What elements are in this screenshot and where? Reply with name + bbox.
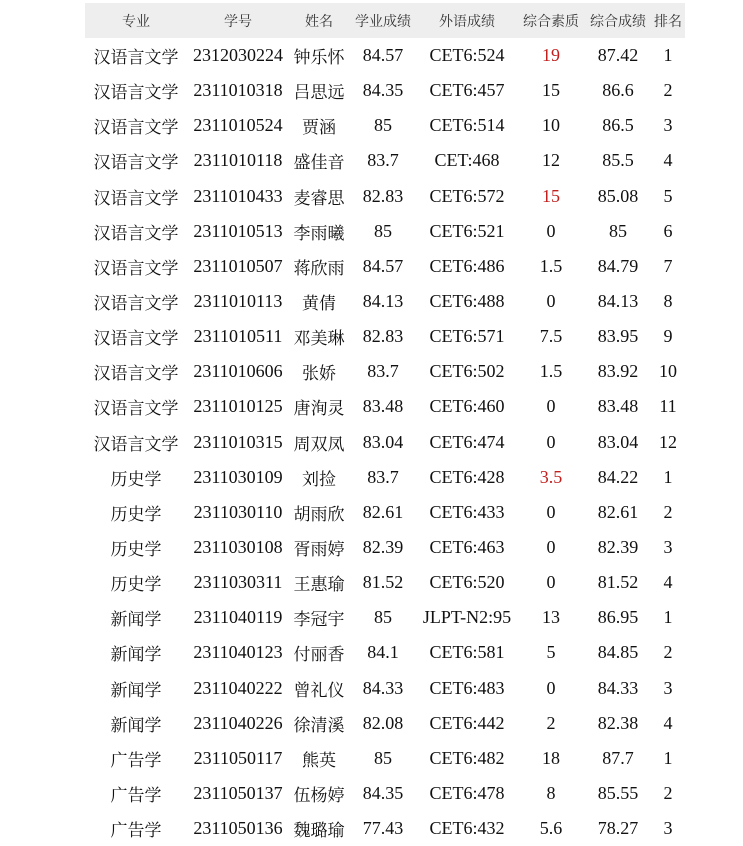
cell-student-id: 2311050136 xyxy=(193,818,283,839)
cell-name: 付丽香 xyxy=(293,645,345,666)
cell-quality-score: 0 xyxy=(546,396,556,417)
cell-major: 汉语言文学 xyxy=(93,329,179,350)
cell-language-score: CET6:483 xyxy=(429,677,505,698)
cell-quality-score: 18 xyxy=(542,747,560,768)
cell-academic-score: 83.04 xyxy=(362,431,404,452)
cell-rank: 11 xyxy=(659,396,677,417)
cell-student-id: 2311040123 xyxy=(193,642,283,663)
cell-language-score: CET6:572 xyxy=(429,185,505,206)
cell-academic-score: 85 xyxy=(374,115,392,136)
cell-academic-score: 84.13 xyxy=(362,291,404,312)
cell-major: 新闻学 xyxy=(110,610,162,631)
cell-total-score: 82.38 xyxy=(597,712,639,733)
header-total-score: 综合成绩 xyxy=(590,13,646,30)
cell-language-score: CET:468 xyxy=(434,150,500,171)
cell-rank: 6 xyxy=(663,220,673,241)
cell-rank: 2 xyxy=(663,501,673,522)
cell-major: 广告学 xyxy=(110,750,162,771)
cell-academic-score: 85 xyxy=(374,220,392,241)
cell-quality-score: 8 xyxy=(546,783,556,804)
cell-major: 汉语言文学 xyxy=(93,188,179,209)
cell-student-id: 2311030109 xyxy=(193,466,283,487)
cell-language-score: CET6:521 xyxy=(429,220,505,241)
cell-academic-score: 85 xyxy=(374,607,392,628)
cell-rank: 4 xyxy=(663,572,673,593)
cell-total-score: 83.92 xyxy=(597,361,639,382)
cell-rank: 3 xyxy=(663,818,673,839)
table-row xyxy=(85,425,685,460)
cell-language-score: CET6:478 xyxy=(429,783,505,804)
table-row xyxy=(85,776,685,811)
cell-rank: 12 xyxy=(659,431,677,452)
cell-total-score: 84.79 xyxy=(597,255,639,276)
cell-major: 汉语言文学 xyxy=(93,48,179,69)
cell-major: 新闻学 xyxy=(110,645,162,666)
cell-rank: 1 xyxy=(663,747,673,768)
table-row xyxy=(85,179,685,214)
cell-total-score: 87.7 xyxy=(602,747,634,768)
cell-academic-score: 83.7 xyxy=(367,361,399,382)
cell-name: 唐洵灵 xyxy=(293,399,345,420)
cell-name: 黄倩 xyxy=(302,294,336,315)
cell-student-id: 2311010511 xyxy=(193,326,283,347)
cell-name: 伍杨婷 xyxy=(293,786,345,807)
cell-student-id: 2311030108 xyxy=(193,537,283,558)
cell-name: 胥雨婷 xyxy=(293,540,345,561)
table-row xyxy=(85,73,685,108)
cell-academic-score: 83.7 xyxy=(367,150,399,171)
cell-total-score: 87.42 xyxy=(597,45,639,66)
cell-language-score: CET6:442 xyxy=(429,712,505,733)
table-row xyxy=(85,671,685,706)
table-body xyxy=(85,38,685,846)
cell-academic-score: 83.7 xyxy=(367,466,399,487)
cell-rank: 2 xyxy=(663,642,673,663)
cell-major: 广告学 xyxy=(110,821,162,842)
cell-name: 张娇 xyxy=(302,364,336,385)
grades-table xyxy=(85,3,685,846)
cell-academic-score: 77.43 xyxy=(362,818,404,839)
cell-rank: 3 xyxy=(663,537,673,558)
cell-total-score: 85.55 xyxy=(597,783,639,804)
cell-student-id: 2311050117 xyxy=(193,747,283,768)
cell-major: 汉语言文学 xyxy=(93,399,179,420)
table-header xyxy=(85,3,685,38)
header-major: 专业 xyxy=(122,13,150,30)
cell-name: 邓美琳 xyxy=(293,329,345,350)
cell-student-id: 2311010606 xyxy=(193,361,283,382)
cell-student-id: 2311010513 xyxy=(193,220,283,241)
cell-total-score: 84.22 xyxy=(597,466,639,487)
cell-language-score: CET6:460 xyxy=(429,396,505,417)
table-row xyxy=(85,706,685,741)
header-student-id: 学号 xyxy=(224,13,252,30)
cell-student-id: 2311010125 xyxy=(193,396,283,417)
cell-quality-score: 1.5 xyxy=(539,255,563,276)
cell-language-score: CET6:474 xyxy=(429,431,505,452)
grades-sheet xyxy=(85,3,685,846)
table-row xyxy=(85,811,685,846)
cell-student-id: 2311040222 xyxy=(193,677,283,698)
cell-total-score: 82.61 xyxy=(597,501,639,522)
cell-rank: 4 xyxy=(663,150,673,171)
cell-rank: 3 xyxy=(663,115,673,136)
cell-rank: 1 xyxy=(663,466,673,487)
cell-total-score: 86.5 xyxy=(602,115,634,136)
cell-name: 李冠宇 xyxy=(293,610,345,631)
header-rank: 排名 xyxy=(654,13,682,30)
cell-student-id: 2311010318 xyxy=(193,80,283,101)
cell-language-score: CET6:514 xyxy=(429,115,505,136)
cell-rank: 3 xyxy=(663,677,673,698)
cell-student-id: 2311040119 xyxy=(193,607,283,628)
cell-quality-score: 0 xyxy=(546,501,556,522)
cell-name: 刘捡 xyxy=(302,469,336,490)
table-row xyxy=(85,600,685,635)
cell-rank: 8 xyxy=(663,291,673,312)
cell-major: 汉语言文学 xyxy=(93,434,179,455)
cell-student-id: 2311010524 xyxy=(193,115,283,136)
cell-academic-score: 82.83 xyxy=(362,185,404,206)
cell-quality-score: 3.5 xyxy=(539,466,563,487)
table-row xyxy=(85,635,685,670)
cell-total-score: 83.48 xyxy=(597,396,639,417)
cell-quality-score: 10 xyxy=(542,115,560,136)
cell-quality-score: 19 xyxy=(542,45,560,66)
cell-quality-score: 13 xyxy=(542,607,560,628)
table-row xyxy=(85,530,685,565)
cell-language-score: CET6:428 xyxy=(429,466,505,487)
cell-total-score: 85 xyxy=(609,220,627,241)
cell-major: 历史学 xyxy=(110,469,162,490)
header-quality-score: 综合素质 xyxy=(523,13,579,30)
cell-quality-score: 5 xyxy=(546,642,556,663)
cell-name: 钟乐怀 xyxy=(293,48,345,69)
cell-student-id: 2311010315 xyxy=(193,431,283,452)
cell-total-score: 85.08 xyxy=(597,185,639,206)
table-row xyxy=(85,284,685,319)
cell-rank: 4 xyxy=(663,712,673,733)
cell-academic-score: 84.57 xyxy=(362,255,404,276)
header-academic-score: 学业成绩 xyxy=(355,13,411,30)
table-row xyxy=(85,143,685,178)
cell-language-score: CET6:433 xyxy=(429,501,505,522)
cell-name: 周双凤 xyxy=(293,434,345,455)
cell-quality-score: 5.6 xyxy=(539,818,563,839)
cell-name: 麦睿思 xyxy=(293,188,345,209)
cell-total-score: 83.95 xyxy=(597,326,639,347)
cell-academic-score: 82.61 xyxy=(362,501,404,522)
table-row xyxy=(85,319,685,354)
cell-name: 熊英 xyxy=(302,750,336,771)
cell-major: 新闻学 xyxy=(110,680,162,701)
cell-student-id: 2311030110 xyxy=(193,501,283,522)
cell-rank: 1 xyxy=(663,45,673,66)
cell-rank: 1 xyxy=(663,607,673,628)
cell-academic-score: 85 xyxy=(374,747,392,768)
table-row xyxy=(85,495,685,530)
cell-language-score: CET6:520 xyxy=(429,572,505,593)
cell-total-score: 84.33 xyxy=(597,677,639,698)
cell-major: 汉语言文学 xyxy=(93,294,179,315)
cell-name: 王惠瑜 xyxy=(293,575,345,596)
cell-total-score: 81.52 xyxy=(597,572,639,593)
cell-language-score: CET6:502 xyxy=(429,361,505,382)
cell-academic-score: 84.1 xyxy=(367,642,399,663)
cell-rank: 2 xyxy=(663,80,673,101)
cell-quality-score: 2 xyxy=(546,712,556,733)
cell-student-id: 2311010433 xyxy=(193,185,283,206)
cell-academic-score: 82.83 xyxy=(362,326,404,347)
table-row xyxy=(85,38,685,73)
cell-name: 魏璐瑜 xyxy=(293,821,345,842)
cell-student-id: 2311040226 xyxy=(193,712,283,733)
cell-language-score: JLPT-N2:95 xyxy=(422,607,512,628)
cell-language-score: CET6:486 xyxy=(429,255,505,276)
cell-rank: 7 xyxy=(663,255,673,276)
cell-quality-score: 0 xyxy=(546,291,556,312)
cell-total-score: 86.95 xyxy=(597,607,639,628)
cell-major: 汉语言文学 xyxy=(93,118,179,139)
cell-rank: 5 xyxy=(663,185,673,206)
cell-language-score: CET6:482 xyxy=(429,747,505,768)
cell-quality-score: 0 xyxy=(546,677,556,698)
cell-quality-score: 0 xyxy=(546,537,556,558)
cell-name: 胡雨欣 xyxy=(293,504,345,525)
cell-academic-score: 84.33 xyxy=(362,677,404,698)
cell-total-score: 83.04 xyxy=(597,431,639,452)
cell-language-score: CET6:463 xyxy=(429,537,505,558)
table-row xyxy=(85,214,685,249)
header-language-score: 外语成绩 xyxy=(439,13,495,30)
cell-quality-score: 15 xyxy=(542,80,560,101)
cell-quality-score: 0 xyxy=(546,572,556,593)
table-row xyxy=(85,354,685,389)
cell-major: 新闻学 xyxy=(110,715,162,736)
table-row xyxy=(85,741,685,776)
cell-language-score: CET6:524 xyxy=(429,45,505,66)
cell-total-score: 84.85 xyxy=(597,642,639,663)
cell-quality-score: 0 xyxy=(546,220,556,241)
cell-quality-score: 12 xyxy=(542,150,560,171)
cell-quality-score: 7.5 xyxy=(539,326,563,347)
cell-major: 历史学 xyxy=(110,504,162,525)
cell-rank: 2 xyxy=(663,783,673,804)
cell-total-score: 86.6 xyxy=(602,80,634,101)
cell-name: 吕思远 xyxy=(293,83,345,104)
cell-academic-score: 82.39 xyxy=(362,537,404,558)
cell-language-score: CET6:581 xyxy=(429,642,505,663)
cell-language-score: CET6:571 xyxy=(429,326,505,347)
cell-name: 李雨曦 xyxy=(293,223,345,244)
cell-major: 汉语言文学 xyxy=(93,223,179,244)
cell-student-id: 2312030224 xyxy=(193,45,283,66)
cell-academic-score: 83.48 xyxy=(362,396,404,417)
cell-rank: 9 xyxy=(663,326,673,347)
cell-name: 蒋欣雨 xyxy=(293,258,345,279)
header-name: 姓名 xyxy=(305,13,333,30)
cell-name: 曾礼仪 xyxy=(293,680,345,701)
cell-academic-score: 84.35 xyxy=(362,783,404,804)
cell-quality-score: 15 xyxy=(542,185,560,206)
cell-academic-score: 84.57 xyxy=(362,45,404,66)
table-row xyxy=(85,389,685,424)
table-row xyxy=(85,460,685,495)
cell-quality-score: 0 xyxy=(546,431,556,452)
cell-name: 贾涵 xyxy=(302,118,336,139)
cell-major: 历史学 xyxy=(110,540,162,561)
table-row xyxy=(85,108,685,143)
cell-major: 汉语言文学 xyxy=(93,153,179,174)
cell-student-id: 2311050137 xyxy=(193,783,283,804)
table-row xyxy=(85,565,685,600)
cell-language-score: CET6:488 xyxy=(429,291,505,312)
cell-major: 汉语言文学 xyxy=(93,258,179,279)
cell-student-id: 2311010118 xyxy=(193,150,283,171)
cell-name: 盛佳音 xyxy=(293,153,345,174)
cell-student-id: 2311030311 xyxy=(193,572,283,593)
cell-major: 汉语言文学 xyxy=(93,364,179,385)
cell-name: 徐清溪 xyxy=(293,715,345,736)
cell-rank: 10 xyxy=(659,361,677,382)
cell-quality-score: 1.5 xyxy=(539,361,563,382)
cell-total-score: 84.13 xyxy=(597,291,639,312)
cell-total-score: 78.27 xyxy=(597,818,639,839)
cell-major: 汉语言文学 xyxy=(93,83,179,104)
cell-student-id: 2311010507 xyxy=(193,255,283,276)
cell-language-score: CET6:457 xyxy=(429,80,505,101)
table-row xyxy=(85,249,685,284)
cell-academic-score: 82.08 xyxy=(362,712,404,733)
cell-academic-score: 84.35 xyxy=(362,80,404,101)
header-row xyxy=(85,3,685,38)
cell-student-id: 2311010113 xyxy=(193,291,283,312)
cell-language-score: CET6:432 xyxy=(429,818,505,839)
cell-major: 历史学 xyxy=(110,575,162,596)
cell-major: 广告学 xyxy=(110,786,162,807)
cell-total-score: 85.5 xyxy=(602,150,634,171)
cell-total-score: 82.39 xyxy=(597,537,639,558)
cell-academic-score: 81.52 xyxy=(362,572,404,593)
